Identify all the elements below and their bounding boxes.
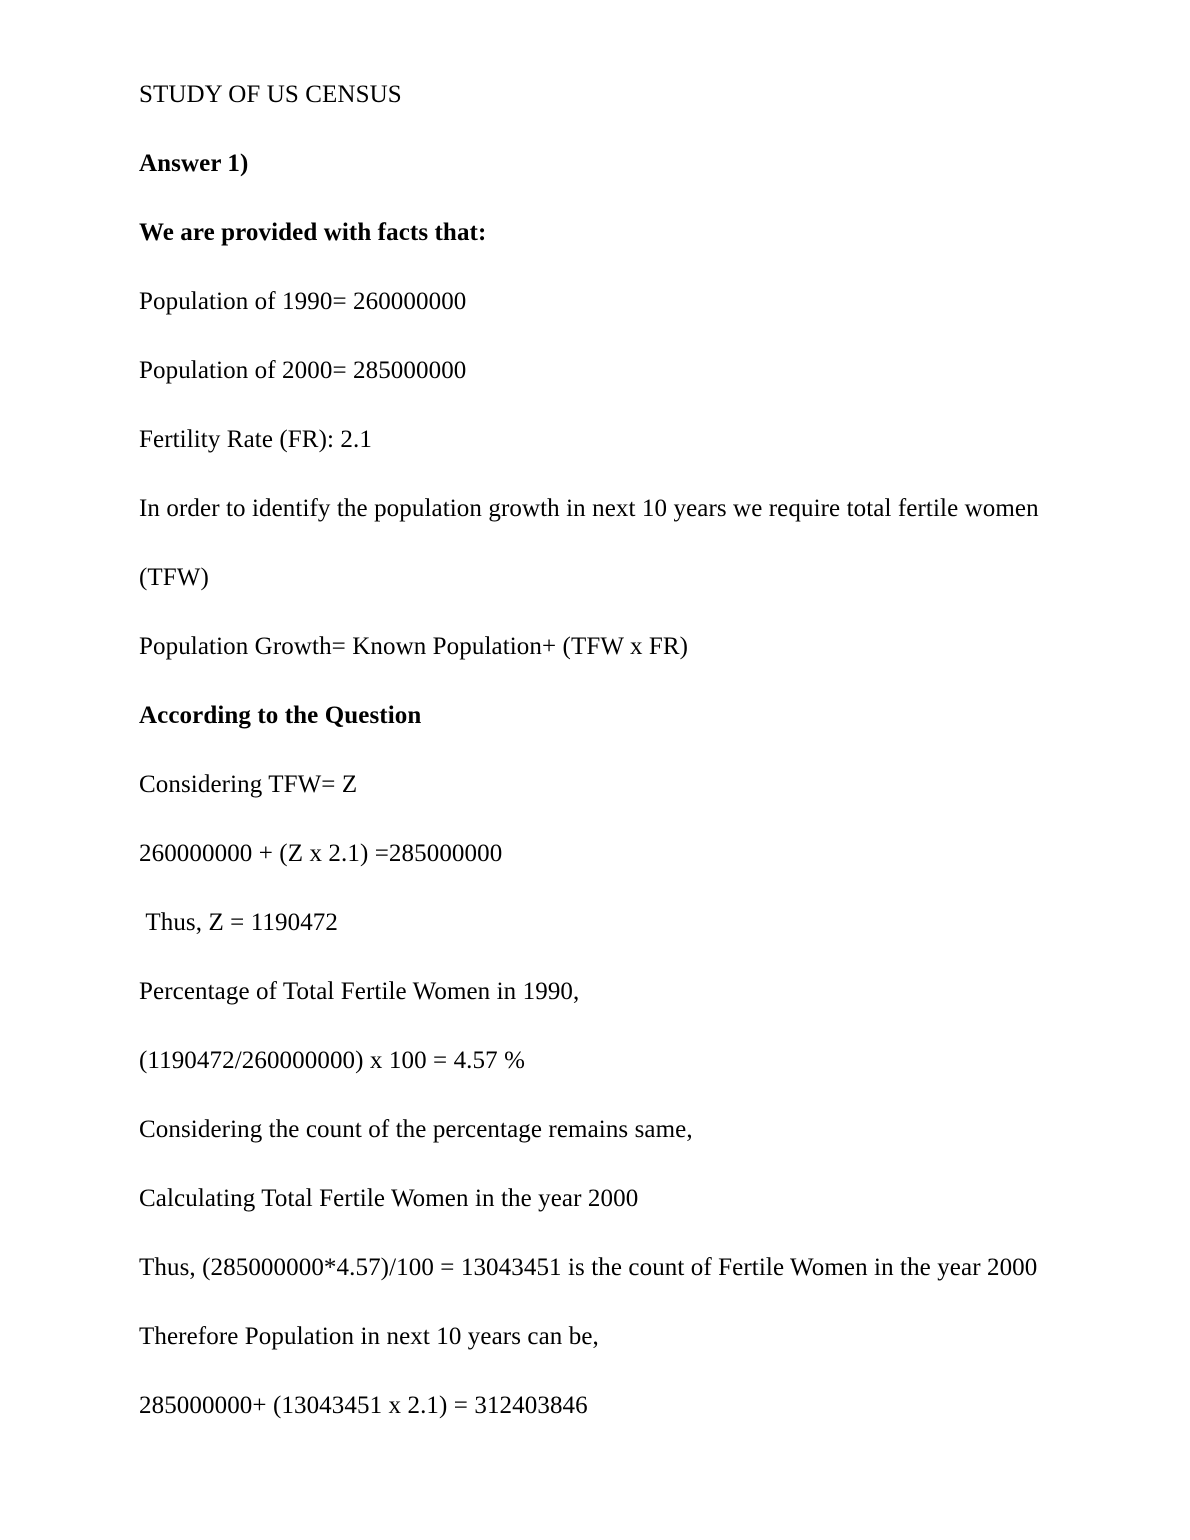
fact-population-2000: Population of 2000= 285000000 bbox=[139, 357, 467, 384]
according-to-question-heading: According to the Question bbox=[139, 702, 422, 729]
answer-heading: Answer 1) bbox=[139, 150, 249, 177]
label-calculate-tfw-2000: Calculating Total Fertile Women in the year 2000 bbox=[139, 1185, 639, 1212]
label-percentage-1990: Percentage of Total Fertile Women in 1990, bbox=[139, 978, 580, 1005]
fact-fertility-rate: Fertility Rate (FR): 2.1 bbox=[139, 426, 372, 453]
statement-identify-growth: In order to identify the population growth in next 10 years we require total fertile women (TFW) bbox=[139, 495, 1046, 591]
assumption-tfw-z: Considering TFW= Z bbox=[139, 771, 358, 798]
equation-percentage-1990: (1190472/260000000) x 100 = 4.57 % bbox=[139, 1047, 525, 1074]
label-future-population: Therefore Population in next 10 years can be, bbox=[139, 1323, 599, 1350]
page-title: STUDY OF US CENSUS bbox=[139, 81, 402, 108]
equation-future-population: 285000000+ (13043451 x 2.1) = 312403846 bbox=[139, 1392, 588, 1419]
facts-heading: We are provided with facts that: bbox=[139, 219, 487, 246]
fact-population-1990: Population of 1990= 260000000 bbox=[139, 288, 467, 315]
equation-solve-z: 260000000 + (Z x 2.1) =285000000 bbox=[139, 840, 503, 867]
formula-population-growth: Population Growth= Known Population+ (TFW x FR) bbox=[139, 633, 689, 660]
document-body bbox=[139, 60, 1079, 1440]
result-z-value: Thus, Z = 1190472 bbox=[139, 909, 339, 936]
equation-tfw-2000: Thus, (285000000*4.57)/100 = 13043451 is the count of Fertile Women in the year 2000 bbox=[139, 1254, 1038, 1281]
assumption-percentage-constant: Considering the count of the percentage remains same, bbox=[139, 1116, 693, 1143]
